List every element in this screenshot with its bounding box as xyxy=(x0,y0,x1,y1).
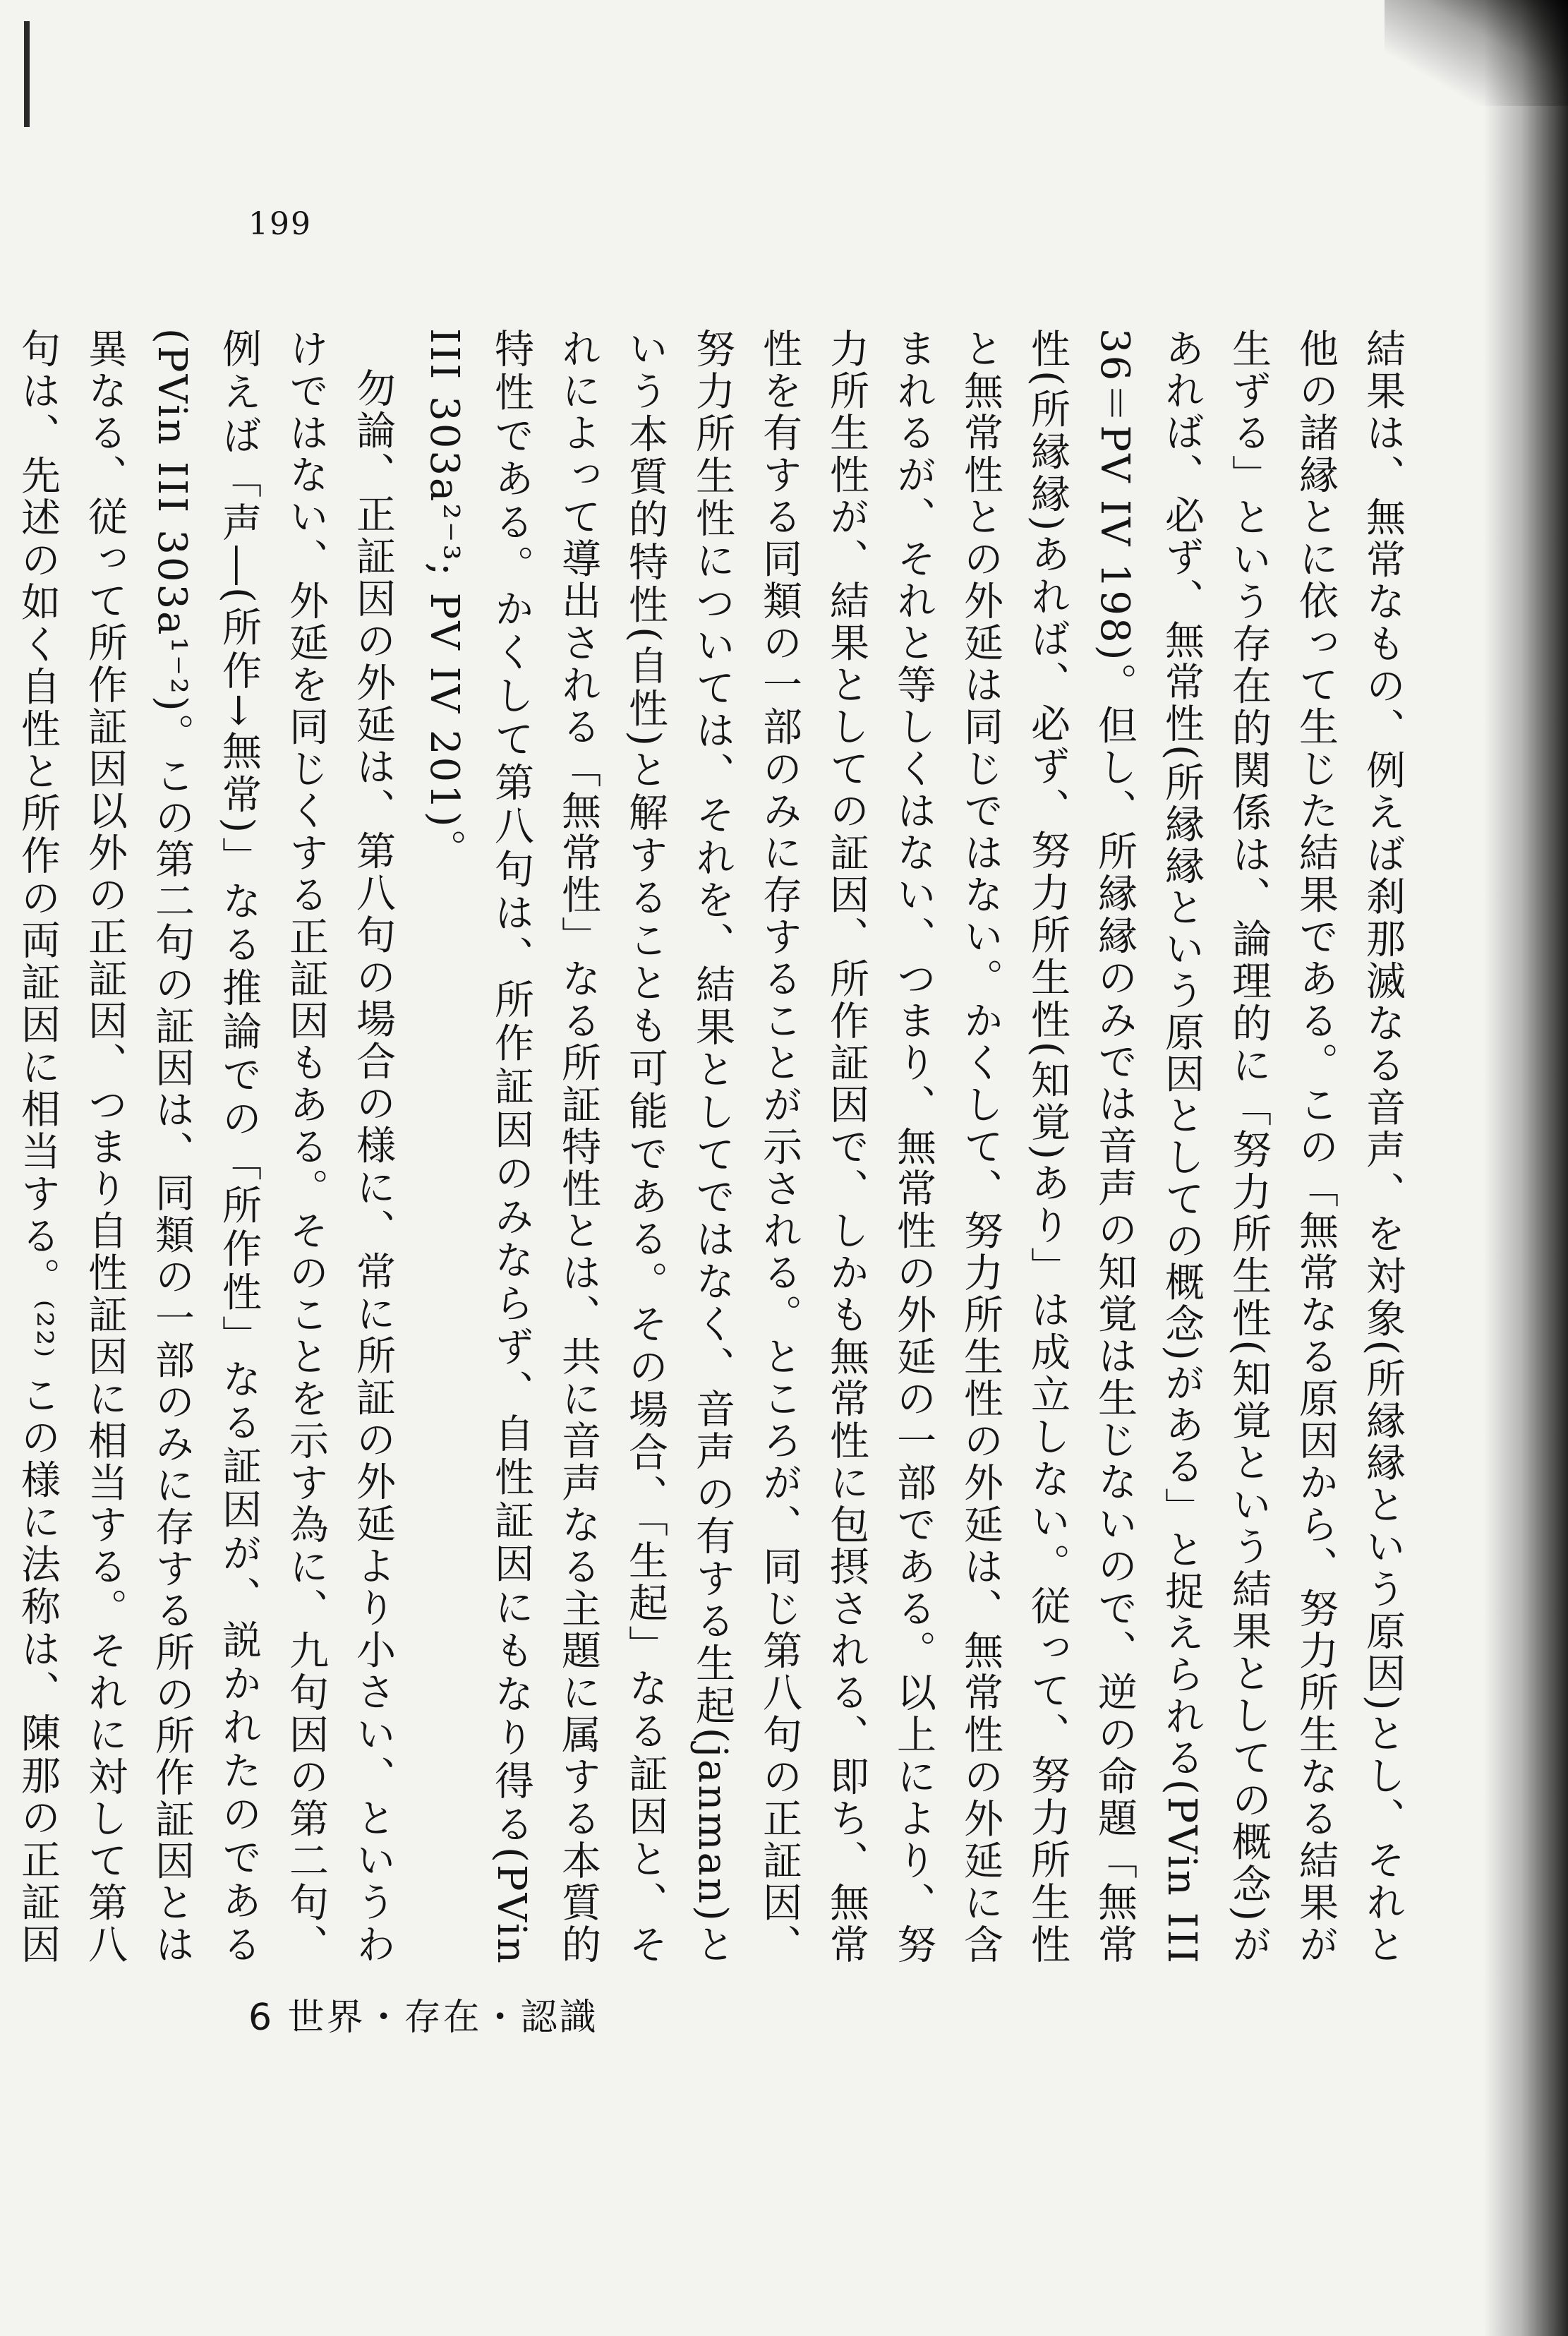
scan-margin-mark xyxy=(24,21,30,127)
body-text xyxy=(15,328,1416,1966)
scan-edge-shadow xyxy=(1483,0,1568,2336)
paragraph-1: 結果は、無常なもの、例えば刹那滅なる音声、を対象(所縁縁という原因)とし、それと他の諸縁とに依って生じた結果である。この「無常なる原因から、努力所生なる結果が生ずる」という存在的関係は、論理的に「努力所生性(知覚という結果としての概念)があれば、必ず、無常性(所縁縁という原因としての概念)がある」と捉えられる(PVin III 36＝PV IV 198)。但し、所縁縁のみでは音声の知覚は生じないので、逆の命題「無常性(所縁縁)あれば、必ず、努力所生性(知覚)あり」は成立しない。従って、努力所生性と無常性との外延は同じではない。かくして、努力所生性の外延は、無常性の外延に含まれるが、それと等しくはない、つまり、無常性の外延の一部である。以上により、努力所生性が、結果としての証因、所作証因で、しかも無常性に包摂される、即ち、無常性を有する同類の一部のみに存することが示される。ところが、同じ第八句の正証因、努力所生性については、それを、結果としてではなく、音声の有する生起(janman)という本質的特性(自性)と解することも可能である。その場合、「生起」なる証因と、それによって導出される「無常性」なる所証特性とは、共に音声なる主題に属する本質的特性である。かくして第八句は、所作証因のみならず、自性証因にもなり得る(PVin III 303a²⁻³; PV IV 201)。 xyxy=(421,328,1406,1965)
page-number: 199 xyxy=(248,206,312,242)
paragraph-2: 勿論、正証因の外延は、第八句の場合の様に、常に所証の外延より小さい、というわけではない、外延を同じくする正証因もある。そのことを示す為に、九句因の第二句、例えば「声―(所作→無常)」なる推論での「所作性」なる証因が、説かれたのである(PVin III 303a¹⁻²)。この第二句の証因は、同類の一部のみに存する所の所作証因とは異なる、従って所作証因以外の正証因、つまり自性証因に相当する。それに対して第八句は、先述の如く自性と所作の両証因に相当する。⁽²²⁾ この様に法称は、陳那の正証因 xyxy=(15,328,396,1966)
running-footer: 6 世界・存在・認識 xyxy=(248,1997,598,2039)
